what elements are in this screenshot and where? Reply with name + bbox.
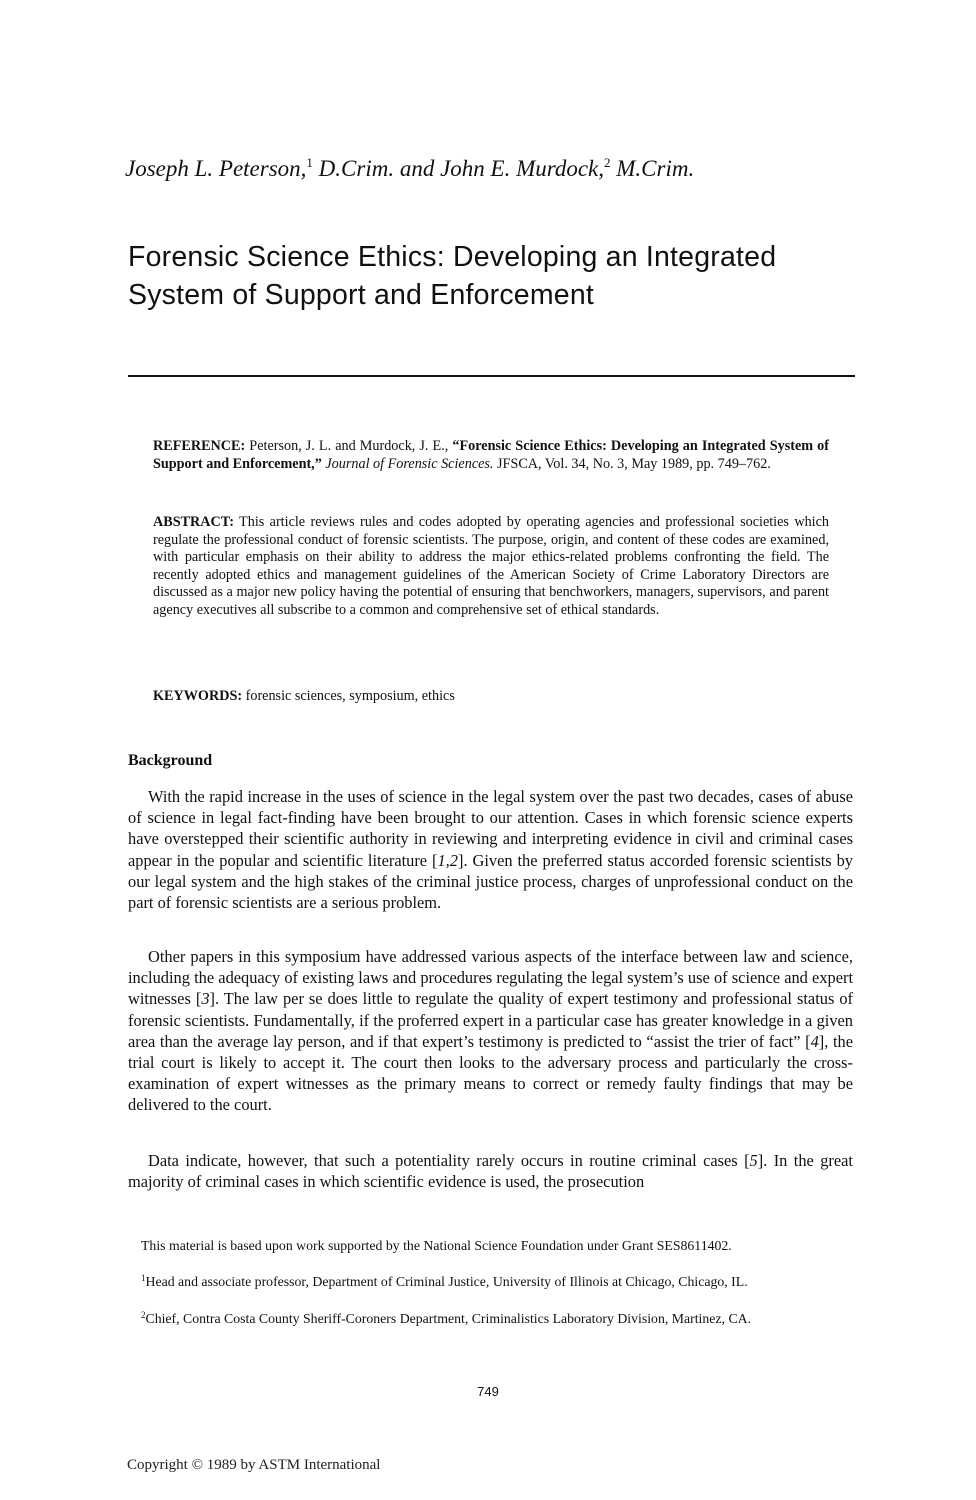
reference-citation: JFSCA, Vol. 34, No. 3, May 1989, pp. 749–762. [493,455,771,472]
citation-ref: 1,2 [437,850,458,870]
reference-journal: Journal of Forensic Sciences. [321,455,494,472]
author-1-degree: D.Crim. [318,156,395,181]
reference-article-title: “Forensic Science Ethics: Developing an Integrated System of Support and Enforcement,” [153,438,829,472]
author-2-degree: M.Crim. [616,156,695,181]
title-divider [128,375,855,377]
footnote-2-text: Chief, Contra Costa County Sheriff-Coroners Department, Criminalistics Laboratory Division, Martinez, CA. [145,1311,752,1326]
keywords-label: KEYWORDS: [153,688,243,704]
title-line-2: System of Support and Enforcement [128,279,595,311]
footnote-1 [123,1273,850,1291]
footnote-1-text: Head and associate professor, Department of Criminal Justice, University of Illinois at Chicago, Chicago, IL. [145,1274,748,1289]
paragraph-1-text-a: With the rapid increase in the uses of science in the legal system over the past two decades, cases of abuse of science in legal fact-finding have been brought to our attention. Cases in which forensic science experts have overstepped their scientific authority in reviewing and interpreting evidence in civil and criminal cases appear in the popular and scientific literature [ [128,787,853,870]
author-2-footnote-mark: 2 [604,155,611,170]
reference-label: REFERENCE: [153,438,246,454]
keywords-block [153,688,829,706]
body-paragraph-1 [128,786,853,913]
footnote-funding: This material is based upon work supported by the National Science Foundation under Grant SES8611402. [141,1238,732,1253]
paragraph-3-text-b: ]. In the great majority of criminal cases in which scientific evidence is used, the prosecution [128,1151,853,1192]
paragraph-2-text-a: Other papers in this symposium have addressed various aspects of the interface between law and science, including the adequacy of existing laws and procedures regulating the legal system’s use of science and expert witnesses [ [128,947,853,1009]
paragraph-3-text-a: Data indicate, however, that such a potentiality rarely occurs in routine criminal cases [ [148,1151,750,1170]
keywords-text: forensic sciences, symposium, ethics [242,688,455,704]
citation-ref: 4 [810,1031,819,1051]
reference-authors: Peterson, J. L. and Murdock, J. E., [245,438,453,454]
paragraph-2-text-c: ], the trial court is likely to accept it. The court then looks to the adversary process and particularly the cross-examination of expert witnesses as the primary means to correct or remedy faulty findings that may be delivered to the court. [128,1031,853,1115]
author-conjunction: and [399,156,435,181]
author-1-footnote-mark: 1 [306,155,313,170]
abstract-block [153,514,829,620]
section-heading-background: Background [128,752,213,769]
body-paragraph-3 [128,1150,853,1192]
footnote-2-mark: 2 [141,1310,146,1320]
abstract-label: ABSTRACT: [153,514,234,530]
citation-ref: 3 [201,989,210,1009]
body-paragraph-2 [128,946,853,1116]
author-1-name: Joseph L. Peterson, [125,156,307,181]
copyright-notice: Copyright © 1989 by ASTM International [127,1457,381,1473]
abstract-text: This article reviews rules and codes adopted by operating agencies and professional societies which regulate the professional conduct of forensic scientists. The purpose, origin, and content of these codes are examined, with particular emphasis on their ability to address the major ethics-related problems confronting the field. The recently adopted ethics and management guidelines of the American Society of Crime Laboratory Directors are discussed as a major new policy having the potential of ensuring that benchworkers, managers, supervisors, and parent agency executives all subscribe to a common and comprehensive set of ethical standards. [153,514,829,618]
citation-ref: 5 [749,1151,758,1170]
paragraph-1-text-b: ]. Given the preferred status accorded forensic scientists by our legal system and the high stakes of the criminal justice process, charges of unprofessional conduct on the part of forensic scientists are a serious problem. [128,850,853,913]
author-line [125,154,925,184]
footnote-2 [123,1310,850,1328]
paragraph-2-text-b: ]. The law per se does little to regulate the quality of expert testimony and professional status of forensic scientists. Fundamentally, if the proferred expert in a particular case has greater knowledge in a given area than the average lay person, and if that expert’s testimony is predicted to “assist the trier of fact” [ [128,989,853,1051]
title-line-1: Forensic Science Ethics: Developing an Integrated [128,241,777,273]
footnote-1-mark: 1 [141,1273,146,1283]
article-title [128,238,888,314]
reference-block [153,438,829,473]
page-number: 749 [477,1384,499,1399]
author-2-name: John E. Murdock, [440,156,605,181]
